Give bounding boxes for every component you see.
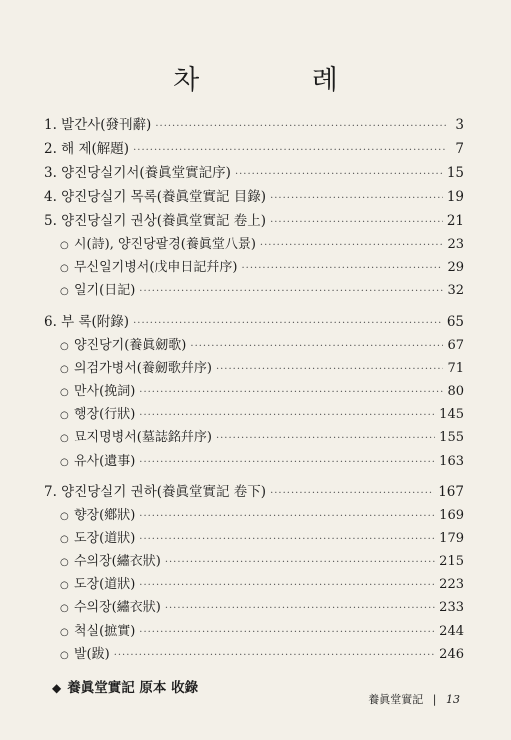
toc-page: 65 <box>446 313 464 330</box>
toc-label: 만사(挽詞) <box>74 383 136 399</box>
toc-subentry <box>44 357 464 380</box>
circle-bullet-icon: ○ <box>60 340 69 352</box>
leader-dots <box>139 286 443 297</box>
leader-dots <box>260 240 444 251</box>
toc-subentry <box>44 620 464 643</box>
toc-entry-2 <box>44 137 464 161</box>
leader-dots <box>235 169 443 180</box>
toc-page: 32 <box>447 283 464 299</box>
toc-page: 215 <box>439 554 464 570</box>
leader-dots <box>165 557 435 568</box>
leader-dots <box>139 387 443 398</box>
circle-bullet-icon: ○ <box>60 363 69 375</box>
toc-page: 167 <box>438 483 464 500</box>
page-footer <box>0 691 460 707</box>
toc-page: 223 <box>439 577 464 593</box>
circle-bullet-icon: ○ <box>60 263 69 275</box>
toc-label: 발(跋) <box>74 646 110 662</box>
toc-label: 4. 양진당실기 목록(養眞堂實記 目錄) <box>44 189 267 205</box>
footer-book-title: 養眞堂實記 <box>368 693 424 706</box>
toc-subentry <box>44 233 464 256</box>
toc-label: 묘지명병서(墓誌銘幷序) <box>74 430 212 446</box>
toc-page: 233 <box>439 600 464 616</box>
toc-entry-4 <box>44 185 464 209</box>
toc-subentry <box>44 504 464 527</box>
toc-page: 246 <box>439 646 464 662</box>
circle-bullet-icon: ○ <box>60 456 69 468</box>
toc-page: 7 <box>455 141 464 157</box>
circle-bullet-icon: ○ <box>60 286 69 298</box>
leader-dots <box>216 433 435 444</box>
toc-label: 양진당기(養眞劒歌) <box>74 337 187 353</box>
toc-page: 71 <box>447 360 464 376</box>
toc-entry-1 <box>44 113 464 137</box>
toc-label: 5. 양진당실기 권상(養眞堂實記 卷上) <box>44 213 267 229</box>
toc-subentry <box>44 334 464 357</box>
toc-label: 3. 양진당실기서(養眞堂實記序) <box>44 165 231 181</box>
page-title: 차 례 <box>173 65 390 96</box>
toc-label: 의검가병서(養劒歌幷序) <box>74 360 212 376</box>
toc-subentry <box>44 426 464 449</box>
page-number: 13 <box>446 693 460 706</box>
toc-subentry <box>44 256 464 279</box>
toc-subentry <box>44 380 464 403</box>
circle-bullet-icon: ○ <box>60 649 69 661</box>
circle-bullet-icon: ○ <box>60 386 69 398</box>
toc-entry-5 <box>44 209 464 233</box>
leader-dots <box>114 650 435 661</box>
toc-page: 21 <box>446 213 464 229</box>
toc-label: 시(詩), 양진당팔경(養眞堂八景) <box>74 237 256 252</box>
toc-entry-7 <box>44 480 464 504</box>
original-label: 養眞堂實記 原本 收錄 <box>67 680 199 696</box>
leader-dots <box>242 263 444 274</box>
leader-dots <box>139 410 435 421</box>
toc-page: 67 <box>447 337 464 353</box>
toc-label: 무신일기병서(戊申日記幷序) <box>74 260 238 276</box>
leader-dots <box>190 341 443 352</box>
circle-bullet-icon: ○ <box>60 510 69 522</box>
toc-label: 척실(摭實) <box>74 623 136 639</box>
toc-page: 163 <box>439 453 464 469</box>
diamond-bullet-icon: ◆ <box>52 681 62 695</box>
circle-bullet-icon: ○ <box>60 557 69 569</box>
footer-separator: | <box>432 693 437 706</box>
leader-dots <box>139 511 435 522</box>
toc-label: 일기(日記) <box>74 283 136 299</box>
table-of-contents <box>44 113 464 696</box>
leader-dots <box>139 580 435 591</box>
toc-entry-6 <box>44 310 464 334</box>
toc-subentry <box>44 450 464 473</box>
leader-dots <box>133 318 443 329</box>
toc-label: 도장(道狀) <box>74 530 136 546</box>
toc-page: 169 <box>439 507 464 523</box>
circle-bullet-icon: ○ <box>60 580 69 592</box>
leader-dots <box>155 121 446 132</box>
toc-page: 29 <box>447 260 464 276</box>
toc-label: 향장(鄕狀) <box>74 507 136 523</box>
leader-dots <box>270 488 434 499</box>
circle-bullet-icon: ○ <box>60 410 69 422</box>
circle-bullet-icon: ○ <box>60 533 69 545</box>
toc-page: 155 <box>439 430 464 446</box>
toc-subentry <box>44 550 464 573</box>
circle-bullet-icon: ○ <box>60 626 69 638</box>
leader-dots <box>165 603 435 614</box>
toc-page: 19 <box>446 189 464 205</box>
toc-label: 도장(道狀) <box>74 577 136 593</box>
toc-page: 145 <box>439 407 464 423</box>
toc-label: 수의장(繡衣狀) <box>74 554 161 570</box>
toc-page: 80 <box>447 383 464 399</box>
toc-label: 7. 양진당실기 권하(養眞堂實記 卷下) <box>44 483 267 500</box>
toc-label: 수의장(繡衣狀) <box>74 600 161 616</box>
toc-label: 2. 해 제(解題) <box>44 141 130 157</box>
toc-subentry <box>44 596 464 619</box>
toc-label: 유사(遺事) <box>74 453 136 469</box>
toc-label: 1. 발간사(發刊辭) <box>44 117 152 133</box>
toc-page: 23 <box>447 237 464 252</box>
toc-label: 행장(行狀) <box>74 407 136 423</box>
circle-bullet-icon: ○ <box>60 603 69 615</box>
toc-subentry <box>44 573 464 596</box>
leader-dots <box>139 534 435 545</box>
circle-bullet-icon: ○ <box>60 433 69 445</box>
leader-dots <box>139 627 435 638</box>
toc-subentry <box>44 643 464 666</box>
toc-page: 15 <box>446 165 464 181</box>
toc-subentry <box>44 403 464 426</box>
leader-dots <box>270 217 443 228</box>
toc-page: 244 <box>439 623 464 639</box>
toc-subentry <box>44 279 464 302</box>
leader-dots <box>216 364 444 375</box>
toc-page: 3 <box>455 117 464 133</box>
toc-label: 6. 부 록(附錄) <box>44 313 130 330</box>
circle-bullet-icon: ○ <box>60 240 69 251</box>
leader-dots <box>139 457 435 468</box>
leader-dots <box>133 145 446 156</box>
toc-entry-3 <box>44 161 464 185</box>
toc-subentry <box>44 527 464 550</box>
toc-page: 179 <box>439 530 464 546</box>
leader-dots <box>270 193 443 204</box>
